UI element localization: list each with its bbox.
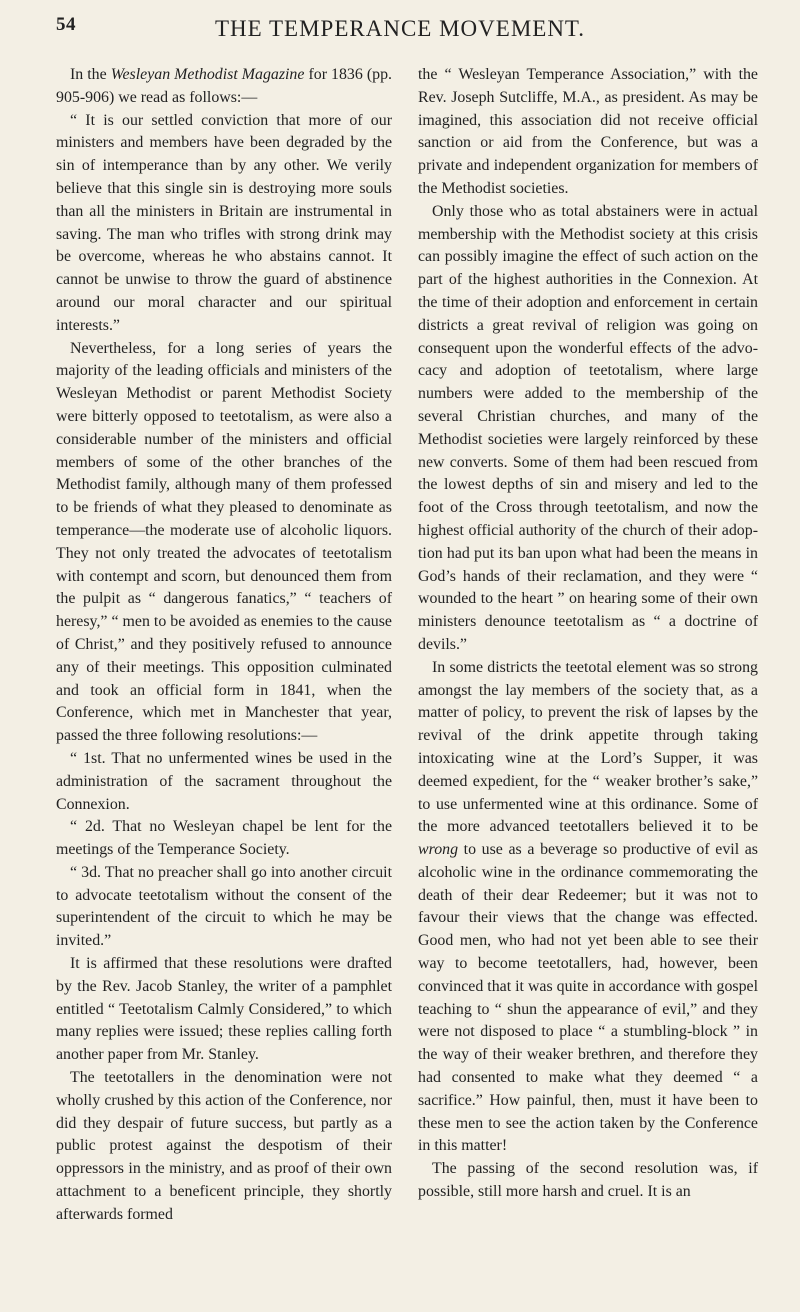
magazine-title: Wesleyan Methodist Magazine (110, 66, 305, 83)
paragraph: Nevertheless, for a long series of years the majority of the leading officials and ministers of the Wesleyan Methodist or parent Methodist Society were bitterly opposed to teetotalism, as were also a considerable number of the ministers and official members of some of the other branches of the Methodist family, although many of them professed to be friends of what they pleased to denominate as temperance—the moderate use of alcoholic liquors. They not only treated the advocates of teetotalism with contempt and scorn, but denounced them from the pulpit as “ dangerous fanatics,” “ teachers of heresy,” “ men to be avoided as enemies to the cause of Christ,” and they positively refused to announce any of their meetings. This opposition culminated and took an official form in 1841, when the Conference, which met in Manchester that year, passed the three following resolutions:— (56, 339, 392, 745)
paragraph: the “ Wesleyan Temperance Association,” with the Rev. Joseph Sutcliffe, M.A., as president. As may be imagined, this association did not receive official sanction or aid from the Conference, but was a private and independent organization for members of the Methodist societies. (418, 66, 758, 197)
running-title: THE TEMPERANCE MOVEMENT. (214, 16, 586, 41)
right-column (418, 64, 758, 1204)
paragraph: The teetotallers in the denomination were not wholly crushed by this action of the Conference, nor did they despair of future success, but partly as a public protest against the despotism of their oppressors in the ministry, and as proof of their own attachment to a beneficent principle, they shortly afterwards formed (56, 1069, 392, 1223)
page-number: 54 (56, 14, 76, 35)
emphasis: wrong (418, 841, 459, 859)
paragraph-text: In the (70, 66, 111, 83)
paragraph: Only those who as total abstainers were in actual membership with the Methodist society at this crisis can possibly imagine the effect of such action on the part of the highest authorities in the Connexion. At the time of their adoption and enforcement in certain districts a great revival of religion was going on consequent upon the wonderful effects of the advocacy and adoption of teetotalism, where large numbers were added to the membership of the several Christian churches, and many of the Methodist societies were largely reinforced by these new converts. Some of them had been rescued from the lowest depths of sin and misery and led to the foot of the Cross through teetotalism, and now the highest official authority of the church of their adoption had put its ban upon what had been the means in God’s hands of their reclamation, and they were “ wounded to the heart ” on hearing some of their own ministers denounce teetotalism as “ a doctrine of devils.” (418, 202, 758, 653)
paragraph-text: to use as a beverage so productive of evil as alcoholic wine in the ordinance commemorating the death of their dear Redeemer; but it was not to favour their views that the change was effected. Good men, who had not yet been able to see their way to become teetotallers, had, however, been convinced that it was quite in accordance with gospel teaching to “ shun the appearance of evil,” and they were not disposed to place “ a stumbling-block ” in the way of their weaker brethren, and therefore they had consented to make what they deemed “ a sacrifice.” How painful, then, must it have been to these men to see the action taken by the Conference in this matter! (418, 841, 758, 1155)
paragraph (56, 64, 392, 110)
resolution-1: “ 1st. That no unfermented wines be used in the administration of the sacrament throughout the Connexion. (56, 749, 392, 813)
quotation: “ It is our settled conviction that more of our ministers and members have been degraded by the sin of intemperance than by any other. We verily believe that this single sin is destroying more souls than all the ministers in Britain are instrumental in saving. The man who trifles with strong drink may be overcome, whereas he who abstains cannot. It cannot be unwise to throw the guard of abstinence around our moral character and our spiritual interests.” (56, 111, 392, 334)
paragraph (418, 657, 758, 1159)
resolution-2: “ 2d. That no Wesleyan chapel be lent for the meetings of the Temperance Society. (56, 818, 392, 859)
resolution-3: “ 3d. That no preacher shall go into another circuit to advocate teetotalism without the consent of the superintendent of the circuit to which he may be invited.” (56, 863, 392, 950)
paragraph-text: In some districts the teetotal element was so strong amongst the lay members of the society that, as a matter of policy, to prevent the risk of lapses by the revival of the drink appetite through taking intoxicating wine at the Lord’s Supper, it was deemed expedient, for the “ weaker brother’s sake,” to use unfermented wine at this ordinance. Some of the more advanced teetotallers believed it to be (418, 658, 758, 836)
paragraph-text: for 1836 (pp. 905-906) we read as follows:— (56, 66, 392, 106)
paragraph: It is affirmed that these resolutions were drafted by the Rev. Jacob Stanley, the writer of a pamphlet entitled “ Teetotalism Calmly Considered,” to which many replies were issued; these replies calling forth another paper from Mr. Stanley. (56, 955, 392, 1064)
paragraph: The passing of the second resolution was, if possible, still more harsh and cruel. It is an (418, 1160, 758, 1201)
left-column (56, 64, 392, 1227)
